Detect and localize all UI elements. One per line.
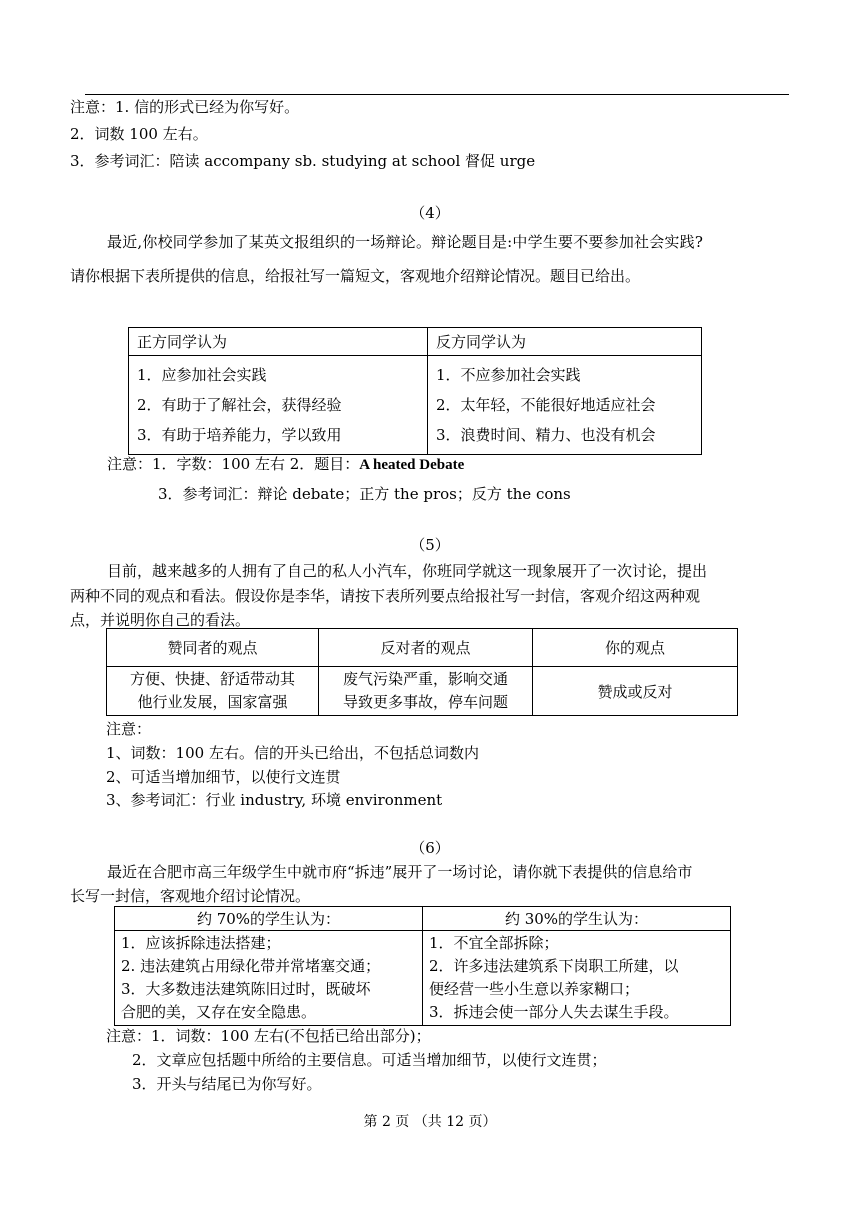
s3-note-1: 注意：1. 信的形式已经为你写好。 (70, 98, 300, 116)
s4-cons-1: 1．不应参加社会实践 (436, 366, 581, 384)
s4-header-cons: 反方同学认为 (428, 328, 702, 356)
s5-note-title: 注意： (106, 720, 152, 738)
s4-pros-1: 1．应参加社会实践 (137, 366, 267, 384)
s5-para-line-1: 目前，越来越多的人拥有了自己的私人小汽车，你班同学就这一现象展开了一次讨论，提出 (107, 562, 708, 580)
s5-header-opponents: 反对者的观点 (319, 629, 533, 667)
s6-heading: （6） (410, 839, 450, 857)
s6-30-3: 便经营一些小生意以养家糊口； (429, 980, 640, 998)
s6-70-4: 合肥的美，又存在安全隐患。 (121, 1003, 317, 1021)
s3-note-3: 3．参考词汇：陪读 accompany sb. studying at school 督促 urge (70, 152, 536, 170)
s5-para-line-2: 两种不同的观点和看法。假设你是李华，请按下表所列要点给报社写一封信，客观介绍这两种观 (70, 587, 701, 605)
s6-para-line-1: 最近在合肥市高三年级学生中就市府“拆违”展开了一场讨论，请你就下表提供的信息给市 (107, 863, 693, 881)
s3-note-2: 2．词数 100 左右。 (70, 125, 208, 143)
s6-header-30: 约 30%的学生认为： (423, 907, 731, 931)
s5-note-2: 2、可适当增加细节，以使行文连贯 (106, 768, 341, 786)
s5-header-supporters: 赞同者的观点 (107, 629, 319, 667)
s6-70-cell (115, 931, 423, 1026)
s6-header-70: 约 70%的学生认为： (115, 907, 423, 931)
s6-30-cell (423, 931, 731, 1026)
header-rule (85, 94, 789, 95)
s6-30-2: 2．许多违法建筑系下岗职工所建，以 (429, 957, 679, 975)
s4-note-1-prefix: 注意：1．字数：100 左右 2．题目： (107, 455, 360, 473)
s4-para-line-2: 请你根据下表所提供的信息，给报社写一篇短文，客观地介绍辩论情况。题目已给出。 (70, 267, 641, 285)
s5-para-line-3: 点，并说明你自己的看法。 (70, 611, 251, 629)
s6-note-2: 2．文章应包括题中所给的主要信息。可适当增加细节，以使行文连贯； (132, 1051, 607, 1069)
s5-supporters-cell (107, 667, 319, 716)
s4-pros-2: 2．有助于了解社会，获得经验 (137, 396, 342, 414)
s4-note-2: 3．参考词汇：辩论 debate；正方 the pros；反方 the cons (158, 485, 571, 503)
s5-opponents-2: 导致更多事故，停车问题 (342, 693, 508, 711)
s5-supporters-2: 他行业发展，国家富强 (137, 693, 288, 711)
s4-cons-cell (428, 356, 702, 455)
s5-opponents-1: 废气污染严重，影响交通 (342, 670, 508, 688)
page-footer: 第 2 页 （共 12 页） (363, 1114, 497, 1130)
s6-note-1: 注意：1．词数：100 左右(不包括已给出部分)； (106, 1027, 431, 1045)
s4-header-pros: 正方同学认为 (129, 328, 428, 356)
s4-note-1 (107, 454, 464, 475)
s4-cons-3: 3．浪费时间、精力、也没有机会 (436, 426, 656, 444)
s5-header-yours: 你的观点 (533, 629, 738, 667)
s5-supporters-1: 方便、快捷、舒适带动其 (129, 670, 295, 688)
s5-note-3: 3、参考词汇：行业 industry, 环境 environment (106, 791, 443, 809)
s6-opinion-table (114, 906, 731, 1026)
s4-note-title: A heated Debate (359, 457, 465, 473)
s6-70-2: 2. 违法建筑占用绿化带并常堵塞交通； (121, 957, 381, 975)
s4-cons-2: 2．太年轻，不能很好地适应社会 (436, 396, 656, 414)
s4-pros-3: 3．有助于培养能力，学以致用 (137, 426, 342, 444)
s6-70-1: 1．应该拆除违法搭建； (121, 934, 281, 952)
s4-para-line-1: 最近,你校同学参加了某英文报组织的一场辩论。辩论题目是:中学生要不要参加社会实践? (107, 233, 704, 251)
s6-30-1: 1．不宜全部拆除； (429, 934, 559, 952)
s5-opinion-table (106, 628, 738, 716)
s5-heading: （5） (410, 536, 450, 554)
s6-30-4: 3．拆违会使一部分人失去谋生手段。 (429, 1003, 679, 1021)
s4-debate-table (128, 327, 702, 455)
s5-note-1: 1、词数：100 左右。信的开头已给出，不包括总词数内 (106, 744, 479, 762)
s4-pros-cell (129, 356, 428, 455)
s4-heading: （4） (410, 204, 450, 222)
s6-para-line-2: 长写一封信，客观地介绍讨论情况。 (70, 887, 311, 905)
s6-note-3: 3．开头与结尾已为你写好。 (132, 1075, 322, 1093)
s6-70-3: 3．大多数违法建筑陈旧过时，既破坏 (121, 980, 371, 998)
s5-opponents-cell (319, 667, 533, 716)
s5-yours-cell: 赞成或反对 (533, 667, 738, 716)
